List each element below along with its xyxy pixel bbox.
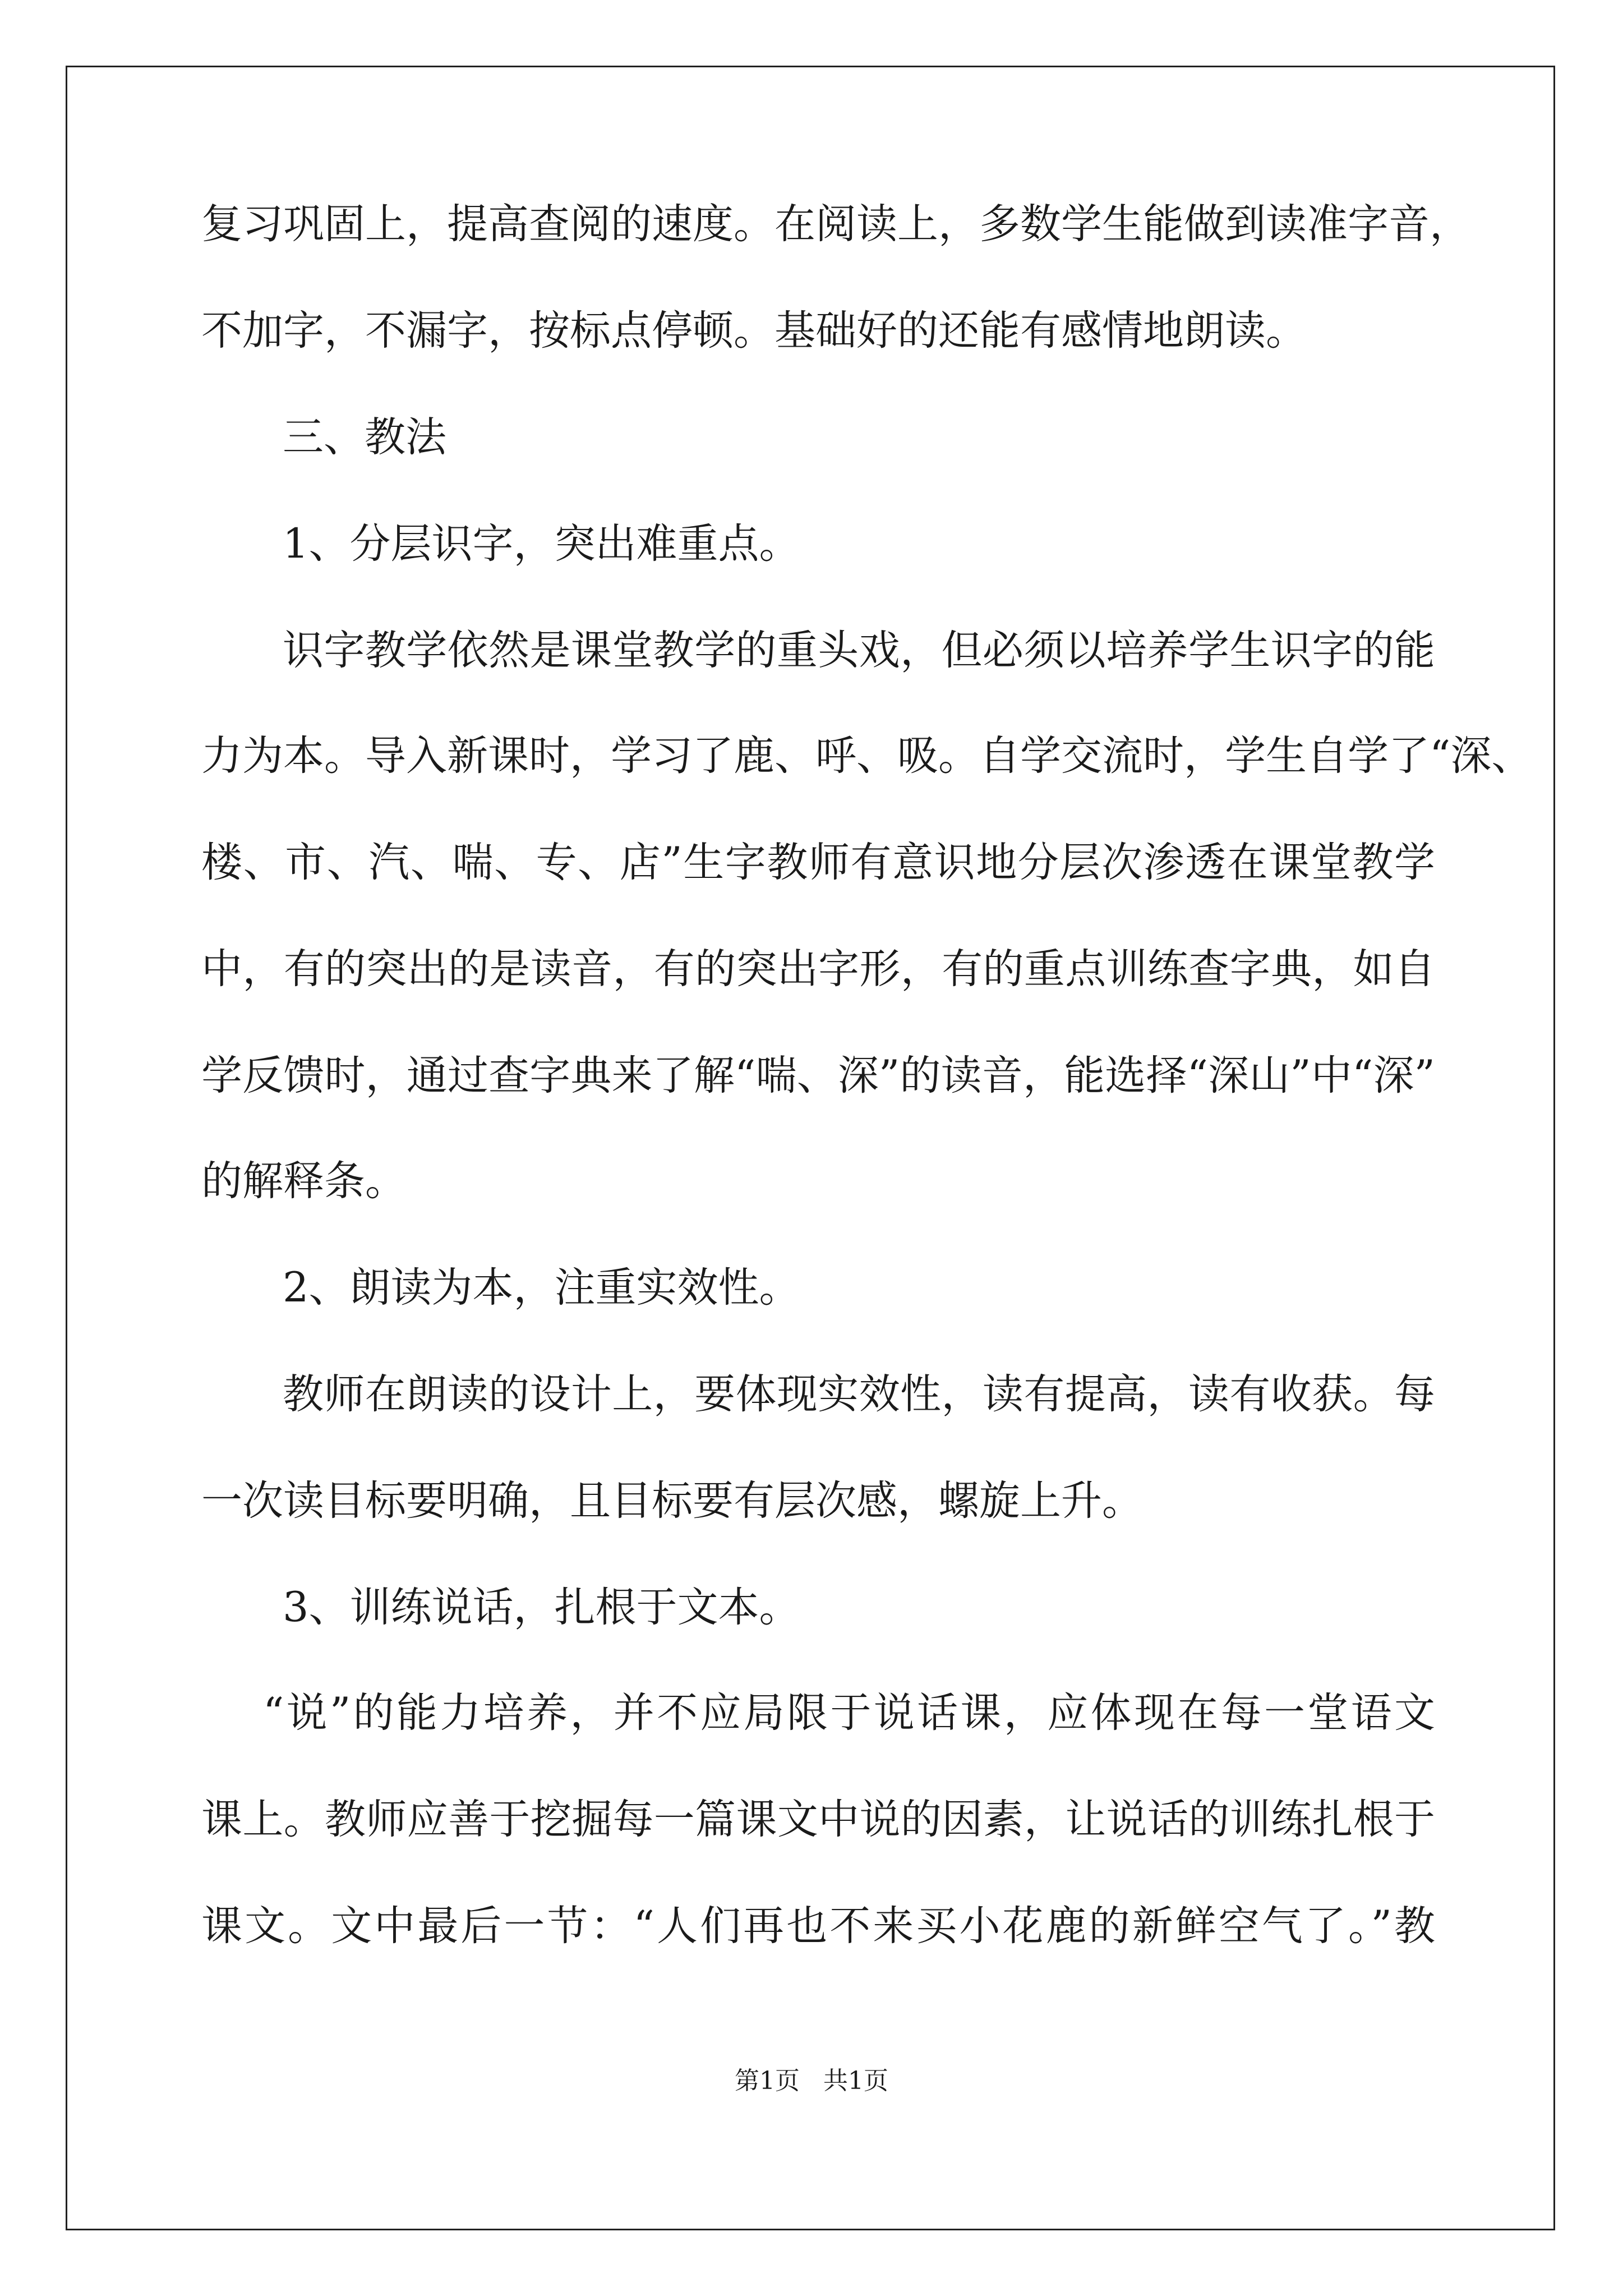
subsection-heading: 2、朗读为本，注重实效性。: [283, 1264, 800, 1312]
text-line: 不加字，不漏字，按标点停顿。基础好的还能有感情地朗读。: [201, 307, 1307, 355]
text-line: 中，有的突出的是读音，有的突出字形，有的重点训练查字典，如自: [201, 945, 1435, 993]
text-line: “说”的能力培养，并不应局限于说话课，应体现在每一堂语文: [263, 1689, 1435, 1737]
text-line: 课上。教师应善于挖掘每一篇课文中说的因素，让说话的训练扎根于: [201, 1796, 1435, 1843]
text-line: 识字教学依然是课堂教学的重头戏，但必须以培养学生识字的能: [283, 627, 1435, 674]
text-line: 学反馈时，通过查字典来了解“喘、深”的读音，能选择“深山”中“深”: [201, 1052, 1435, 1099]
text-line: 教师在朗读的设计上，要体现实效性，读有提高，读有收获。每: [283, 1370, 1435, 1418]
text-line: 楼、市、汽、喘、专、店”生字教师有意识地分层次渗透在课堂教学: [201, 839, 1435, 886]
page-number-footer: 第1页 共1页: [735, 2067, 888, 2095]
text-line: 一次读目标要明确，且目标要有层次感，螺旋上升。: [201, 1477, 1143, 1525]
subsection-heading: 3、训练说话，扎根于文本。: [283, 1584, 800, 1631]
subsection-heading: 1、分层识字，突出难重点。: [283, 520, 800, 568]
text-line: 的解释条。: [201, 1157, 406, 1205]
text-line: 课文。文中最后一节：“人们再也不来买小花鹿的新鲜空气了。”教: [201, 1902, 1435, 1950]
text-line: 复习巩固上，提高查阅的速度。在阅读上，多数学生能做到读准字音，: [201, 200, 1470, 248]
text-line: 力为本。导入新课时，学习了鹿、呼、吸。自学交流时，学生自学了“深、: [201, 732, 1533, 780]
section-heading: 三、教法: [283, 413, 446, 461]
